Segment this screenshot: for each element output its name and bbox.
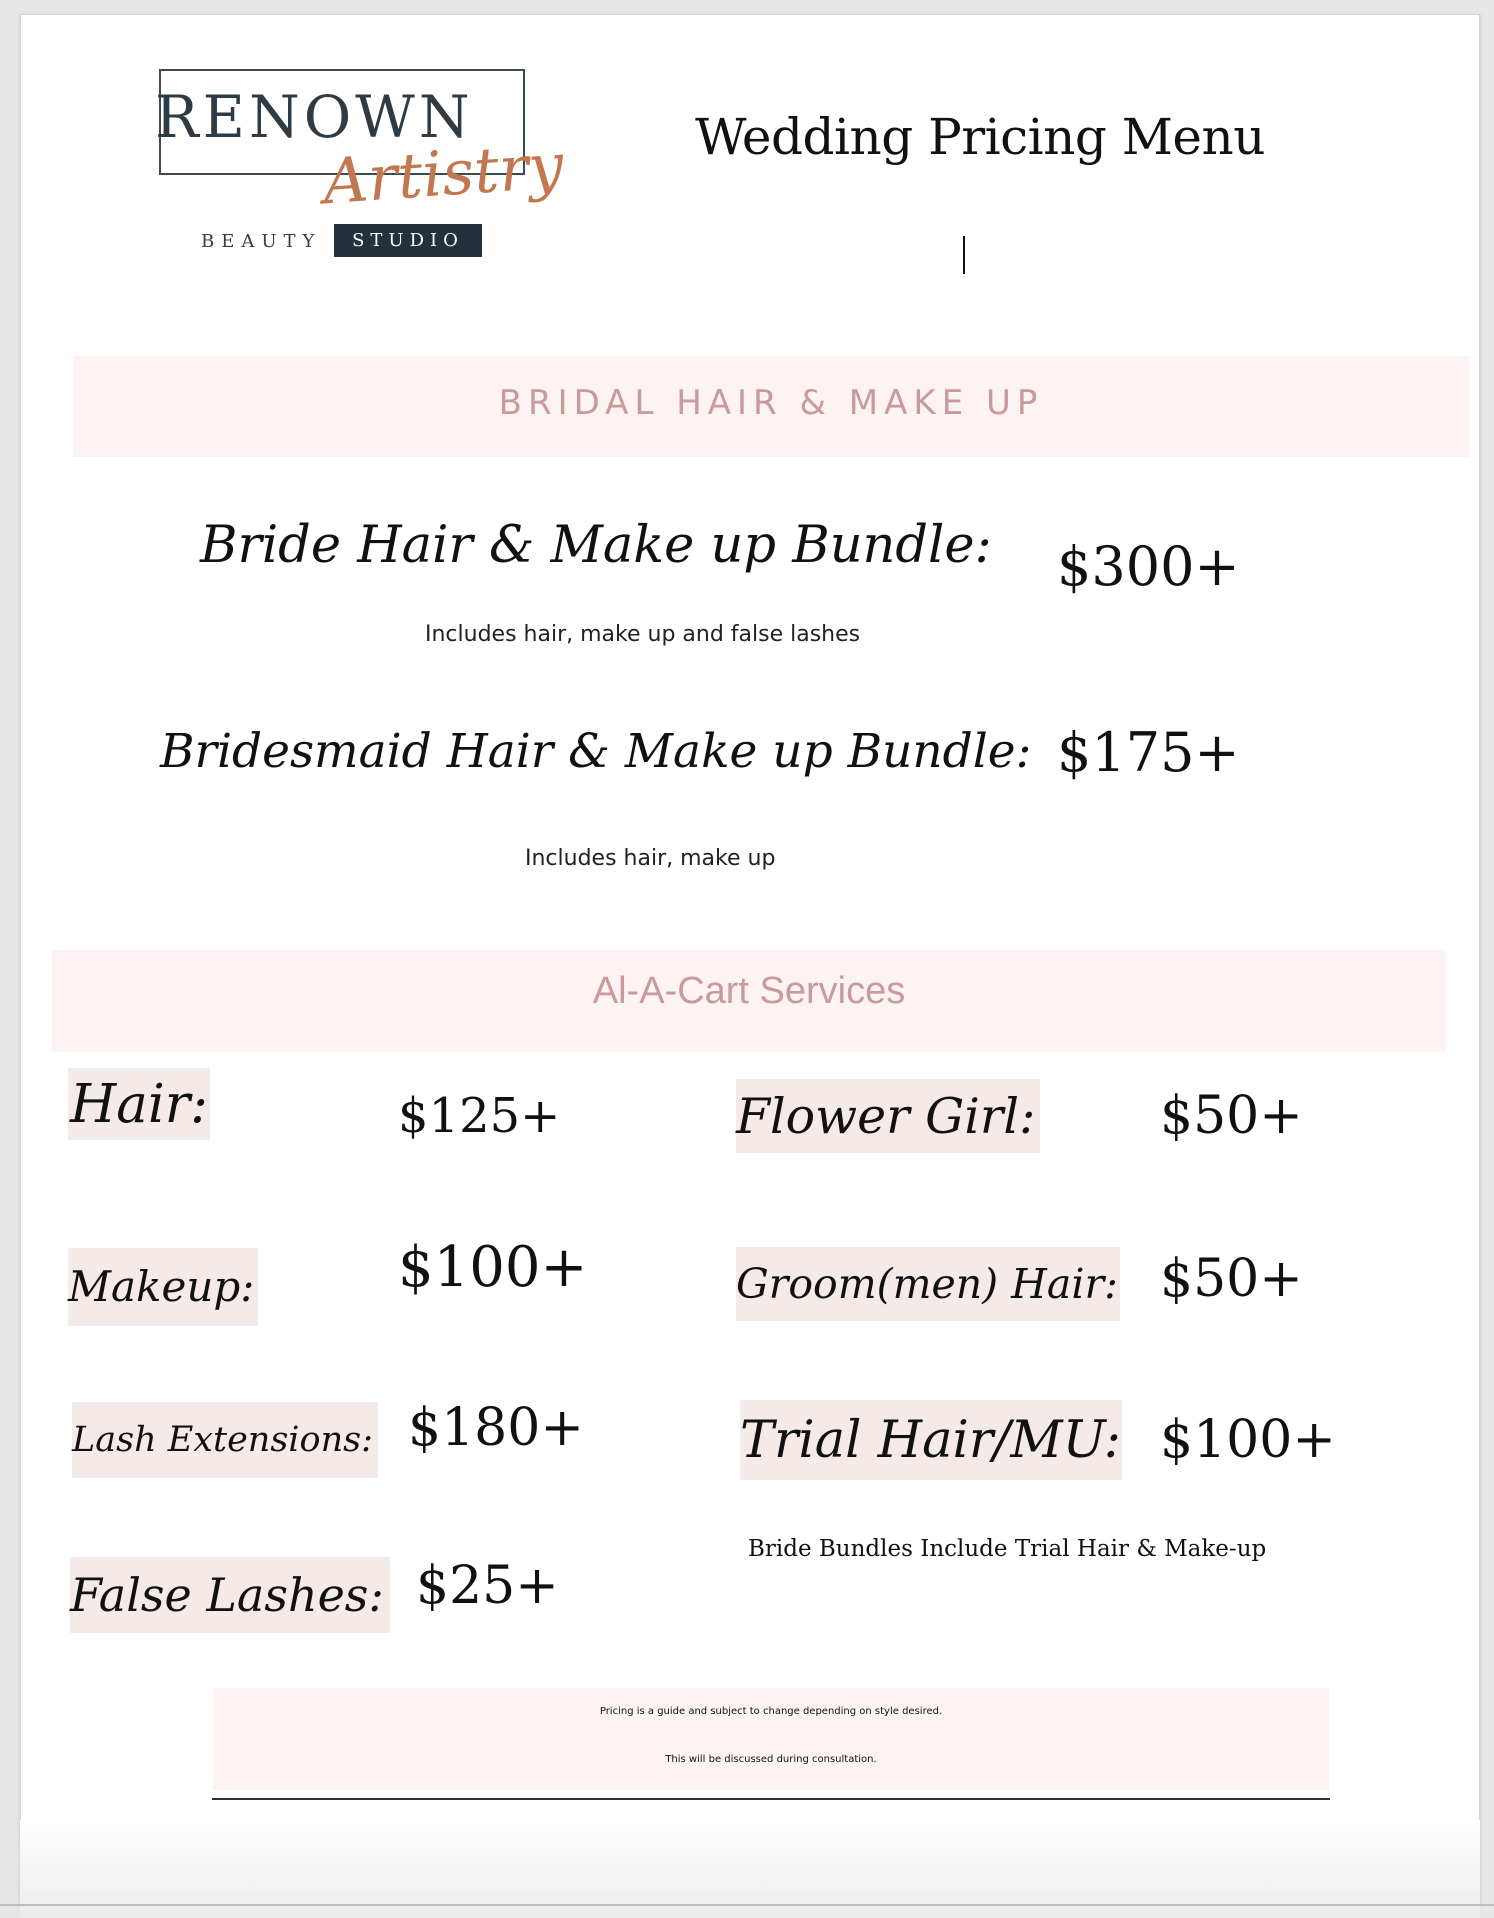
bride-bundle-trial-note: Bride Bundles Include Trial Hair & Make-up	[748, 1536, 1267, 1562]
flower-girl-text: Flower Girl:	[736, 1087, 1036, 1145]
bride-bundle-label: Bride Hair & Make up Bundle:	[200, 516, 992, 575]
lash-extensions-price: $180+	[408, 1398, 584, 1458]
pricing-disclaimer	[213, 1688, 1329, 1790]
logo-studio-text: STUDIO	[334, 224, 482, 257]
cart-section-title: Al-A-Cart Services	[592, 970, 906, 1012]
logo-beauty-text: BEAUTY	[201, 231, 322, 252]
false-lashes-price: $25+	[416, 1556, 559, 1616]
bridesmaid-bundle-note: Includes hair, make up	[525, 846, 776, 871]
flower-girl-label	[736, 1079, 1040, 1153]
text-cursor	[963, 236, 965, 274]
hair-service-label	[68, 1068, 210, 1140]
makeup-service-price: $100+	[398, 1235, 588, 1300]
pricing-disclaimer-line1: Pricing is a guide and subject to change depending on style desired.	[599, 1706, 943, 1717]
logo-artistry-text: Artistry	[320, 128, 566, 219]
page-bottom-border	[0, 1904, 1494, 1906]
groom-hair-text: Groom(men) Hair:	[736, 1259, 1118, 1308]
flower-girl-price: $50+	[1160, 1086, 1303, 1146]
makeup-service-text: Makeup:	[68, 1262, 255, 1311]
logo-renown-text: RENOWN	[155, 83, 474, 151]
bridal-section-title: BRIDAL HAIR & MAKE UP	[498, 383, 1044, 423]
bridesmaid-bundle-price: $175+	[1057, 721, 1240, 784]
cart-section-header	[52, 950, 1446, 1052]
false-lashes-label	[70, 1557, 390, 1633]
bride-bundle-note: Includes hair, make up and false lashes	[425, 622, 861, 647]
trial-hair-mu-label	[740, 1400, 1122, 1480]
makeup-service-label	[68, 1248, 258, 1326]
bridesmaid-bundle-label: Bridesmaid Hair & Make up Bundle:	[160, 724, 1032, 779]
false-lashes-text: False Lashes:	[70, 1568, 384, 1622]
hair-service-price: $125+	[398, 1088, 561, 1144]
lash-extensions-text: Lash Extensions:	[72, 1419, 373, 1460]
hair-service-text: Hair:	[70, 1073, 208, 1135]
page-title: Wedding Pricing Menu	[695, 108, 1265, 166]
trial-hair-mu-text: Trial Hair/MU:	[740, 1410, 1121, 1470]
disclaimer-underline	[212, 1798, 1330, 1800]
studio-logo	[155, 65, 566, 265]
pricing-disclaimer-line2: This will be discussed during consultation.	[665, 1754, 877, 1765]
groom-hair-price: $50+	[1160, 1249, 1303, 1309]
bridal-section-header	[73, 356, 1469, 457]
groom-hair-label	[736, 1247, 1120, 1321]
trial-hair-mu-price: $100+	[1160, 1410, 1336, 1470]
lash-extensions-label	[72, 1402, 378, 1478]
bride-bundle-price: $300+	[1057, 535, 1240, 598]
